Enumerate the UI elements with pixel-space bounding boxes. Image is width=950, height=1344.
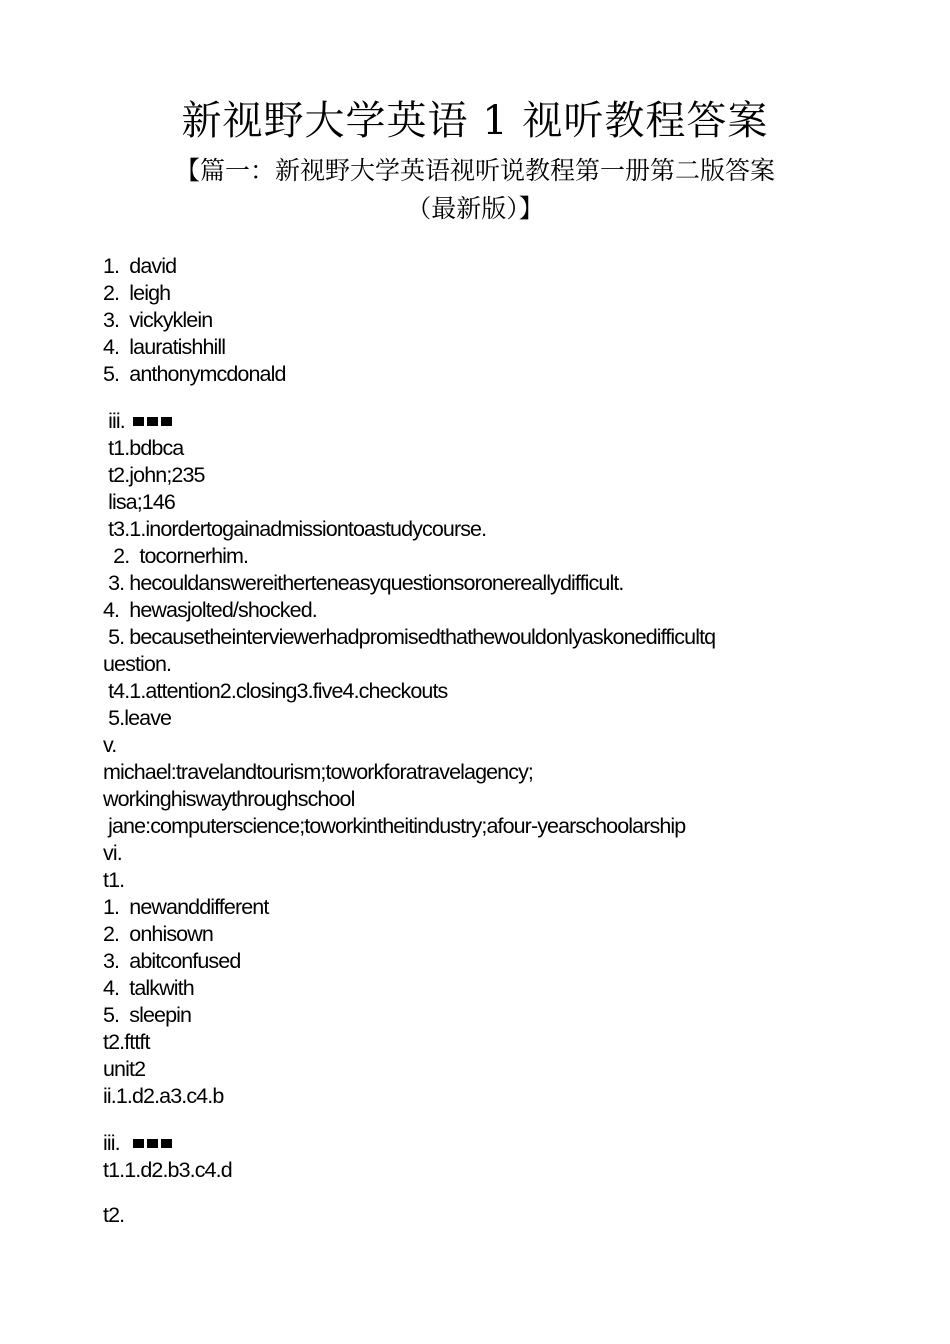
- text-line: 1. david: [103, 254, 177, 278]
- text-line: workinghiswaythroughschool: [103, 787, 355, 811]
- text-line: uestion.: [103, 652, 172, 676]
- text-line: t1.: [103, 868, 125, 892]
- text-line: 3. hecouldanswereitherteneasyquestionsoronereallydifficult.: [103, 571, 624, 595]
- text-line: 2. leigh: [103, 281, 171, 305]
- square-blocks-icon: [133, 409, 175, 429]
- text-line: t2.: [103, 1203, 125, 1227]
- square-blocks-icon: [133, 1131, 175, 1151]
- text-line: 5.leave: [103, 706, 172, 730]
- text-line: 4. lauratishhill: [103, 335, 226, 359]
- text-line: iii.: [103, 409, 125, 433]
- text-line: t3.1.inordertogainadmissiontoastudycourse.: [103, 517, 487, 541]
- text-line: t1.bdbca: [103, 436, 184, 460]
- text-line: 2. onhisown: [103, 922, 213, 946]
- spacer: [103, 1184, 843, 1202]
- text-line: lisa;146: [103, 490, 175, 514]
- answer-text-body: [103, 253, 843, 1229]
- text-line: 3. abitconfused: [103, 949, 241, 973]
- text-line: t2.fttft: [103, 1030, 150, 1054]
- text-line: 5. becausetheinterviewerhadpromisedthathewouldonlyaskonedifficultq: [103, 625, 716, 649]
- document-subtitle: [90, 152, 860, 228]
- text-line: ii.1.d2.a3.c4.b: [103, 1084, 224, 1108]
- black-block-marker: [103, 1110, 843, 1130]
- text-line: michael:travelandtourism;toworkforatravelagency;: [103, 760, 534, 784]
- text-line: iii.: [103, 1131, 120, 1155]
- text-line: 4. talkwith: [103, 976, 194, 1000]
- text-line: unit2: [103, 1057, 146, 1081]
- subtitle-line-2: （最新版）】: [406, 194, 544, 223]
- text-line: vi.: [103, 841, 122, 865]
- text-line: t4.1.attention2.closing3.five4.checkouts: [103, 679, 448, 703]
- text-line: jane:computerscience;toworkintheitindustry;afour-yearschoolarship: [103, 814, 686, 838]
- text-line: 2. tocornerhim.: [103, 544, 249, 568]
- document-title: 新视野大学英语 1 视听教程答案: [181, 98, 769, 144]
- text-line: 5. sleepin: [103, 1003, 192, 1027]
- black-block-marker: [103, 388, 843, 408]
- subtitle-line-1: 【篇一：新视野大学英语视听说教程第一册第二版答案: [174, 156, 775, 185]
- text-line: 3. vickyklein: [103, 308, 213, 332]
- text-line: 4. hewasjolted/shocked.: [103, 598, 317, 622]
- text-line: 1. newanddifferent: [103, 895, 269, 919]
- text-line: v.: [103, 733, 117, 757]
- text-line: 5. anthonymcdonald: [103, 362, 286, 386]
- text-line: t1.1.d2.b3.c4.d: [103, 1158, 232, 1182]
- text-line: t2.john;235: [103, 463, 205, 487]
